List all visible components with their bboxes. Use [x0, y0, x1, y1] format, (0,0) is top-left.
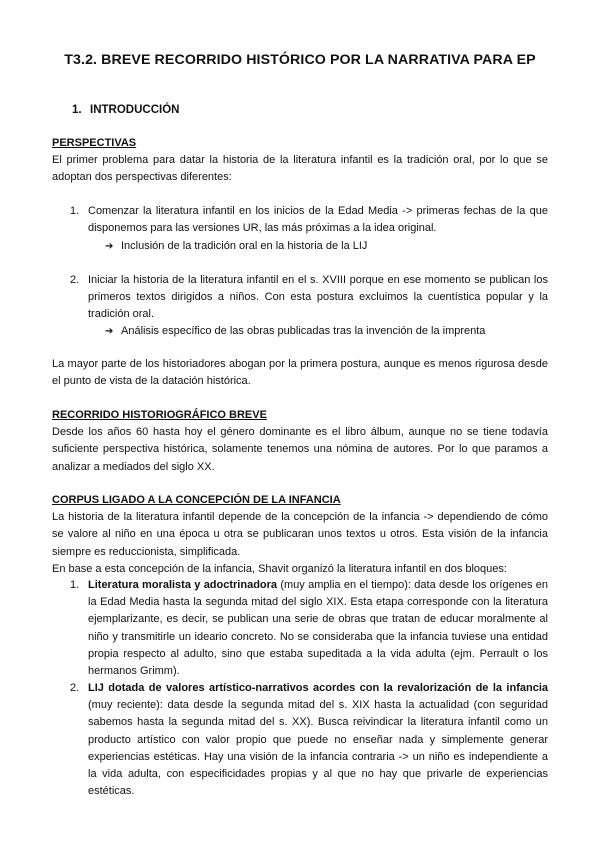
perspectivas-heading: PERSPECTIVAS: [52, 137, 137, 149]
corpus-item-2: [70, 680, 548, 800]
arrow-bullet-icon: ➔: [105, 241, 114, 252]
perspectiva-subitem-2: [105, 323, 545, 340]
corpus-section: [52, 492, 548, 578]
item-number: 2.: [70, 682, 80, 694]
recorrido-heading: RECORRIDO HISTORIOGRÁFICO BREVE: [52, 409, 267, 421]
section-number: 1.: [72, 104, 82, 116]
perspectiva-item-2: [70, 272, 548, 324]
item-text: Comenzar la literatura infantil en los inicios de la Edad Media -> primeras fechas de la que disponemos para las versiones UR, las más próximas a la idea original.: [88, 205, 548, 235]
perspectivas-lead: El primer problema para datar la historia de la literatura infantil es la tradición oral, por lo que se adoptan dos perspectivas diferentes:: [52, 154, 548, 184]
section-heading-introduccion: [72, 102, 179, 119]
recorrido-section: [52, 407, 548, 476]
item-text: Iniciar la historia de la literatura infantil en el s. XVIII porque en ese momento se publican los primeros textos dirigidos a niños. Con esta postura excluimos la cuentística popular y la tradición oral.: [88, 274, 548, 321]
item-text: [88, 577, 548, 680]
item-bold-title: LIJ dotada de valores artístico-narrativos acordes con la revalorización de la infancia: [88, 682, 548, 694]
subitem-text: Inclusión de la tradición oral en la historia de la LIJ: [121, 240, 368, 252]
perspectivas-closing: [52, 356, 548, 390]
item-bold-title: Literatura moralista y adoctrinadora: [88, 579, 278, 591]
item-body: (muy reciente): data desde la segunda mitad del s. XIX hasta la actualidad (con seguridad sabemos hasta la segunda mitad del s. XX). Busca reivindicar la literatura infantil como un producto artístico con valor propio que puede no enseñar nada y simplemente generar experiencias estéticas. Hay una visión de la infancia contraria -> un niño es independiente a la vida adulta, con especificidades propias y al que no hay que privarle de experiencias estéticas.: [88, 699, 548, 798]
perspectiva-item-1: [70, 203, 548, 237]
item-number: 2.: [70, 274, 80, 286]
section-label: INTRODUCCIÓN: [90, 104, 180, 116]
recorrido-text: Desde los años 60 hasta hoy el género dominante es el libro álbum, aunque no se tiene todavía suficiente perspectiva histórica, solamente tenemos una nómina de autores. Por lo que paramos a analizar a mediados del siglo XX.: [52, 426, 548, 473]
corpus-text-1: La historia de la literatura infantil depende de la concepción de la infancia -> dependiendo de cómo se valore al niño en una época u otra se publicaran unos textos u otros. Esta visión de la infancia siempre es reduccionista, simplificada.: [52, 511, 548, 558]
item-number: 1.: [70, 205, 80, 217]
closing-text: La mayor parte de los historiadores abogan por la primera postura, aunque es menos rigurosa desde el punto de vista de la datación histórica.: [52, 358, 548, 388]
item-number: 1.: [70, 579, 80, 591]
perspectiva-subitem-1: [105, 238, 545, 255]
item-text: [88, 680, 548, 800]
corpus-item-1: [70, 577, 548, 680]
item-body: (muy amplia en el tiempo): data desde los orígenes en la Edad Media hasta la segunda mitad del siglo XIX. Esta etapa corresponde con la literatura ejemplarizante, es decir, se publican una serie de obras que tratan de educar moralmente al niño y transmitirle un ideario concreto. No se consideraba que la infancia tuviese una entidad propia respecto al adulto, sino que estaba supeditada a la vida adulta (ejm. Perrault o los hermanos Grimm).: [88, 579, 548, 678]
document-title: T3.2. BREVE RECORRIDO HISTÓRICO POR LA NARRATIVA PARA EP: [64, 52, 536, 68]
perspectivas-section: [52, 135, 548, 187]
corpus-text-2: En base a esta concepción de la infancia, Shavit organizó la literatura infantil en dos bloques:: [52, 562, 507, 575]
arrow-bullet-icon: ➔: [105, 326, 114, 337]
corpus-heading: CORPUS LIGADO A LA CONCEPCIÓN DE LA INFANCIA: [52, 494, 341, 506]
subitem-text: Análisis específico de las obras publicadas tras la invención de la imprenta: [121, 325, 486, 337]
